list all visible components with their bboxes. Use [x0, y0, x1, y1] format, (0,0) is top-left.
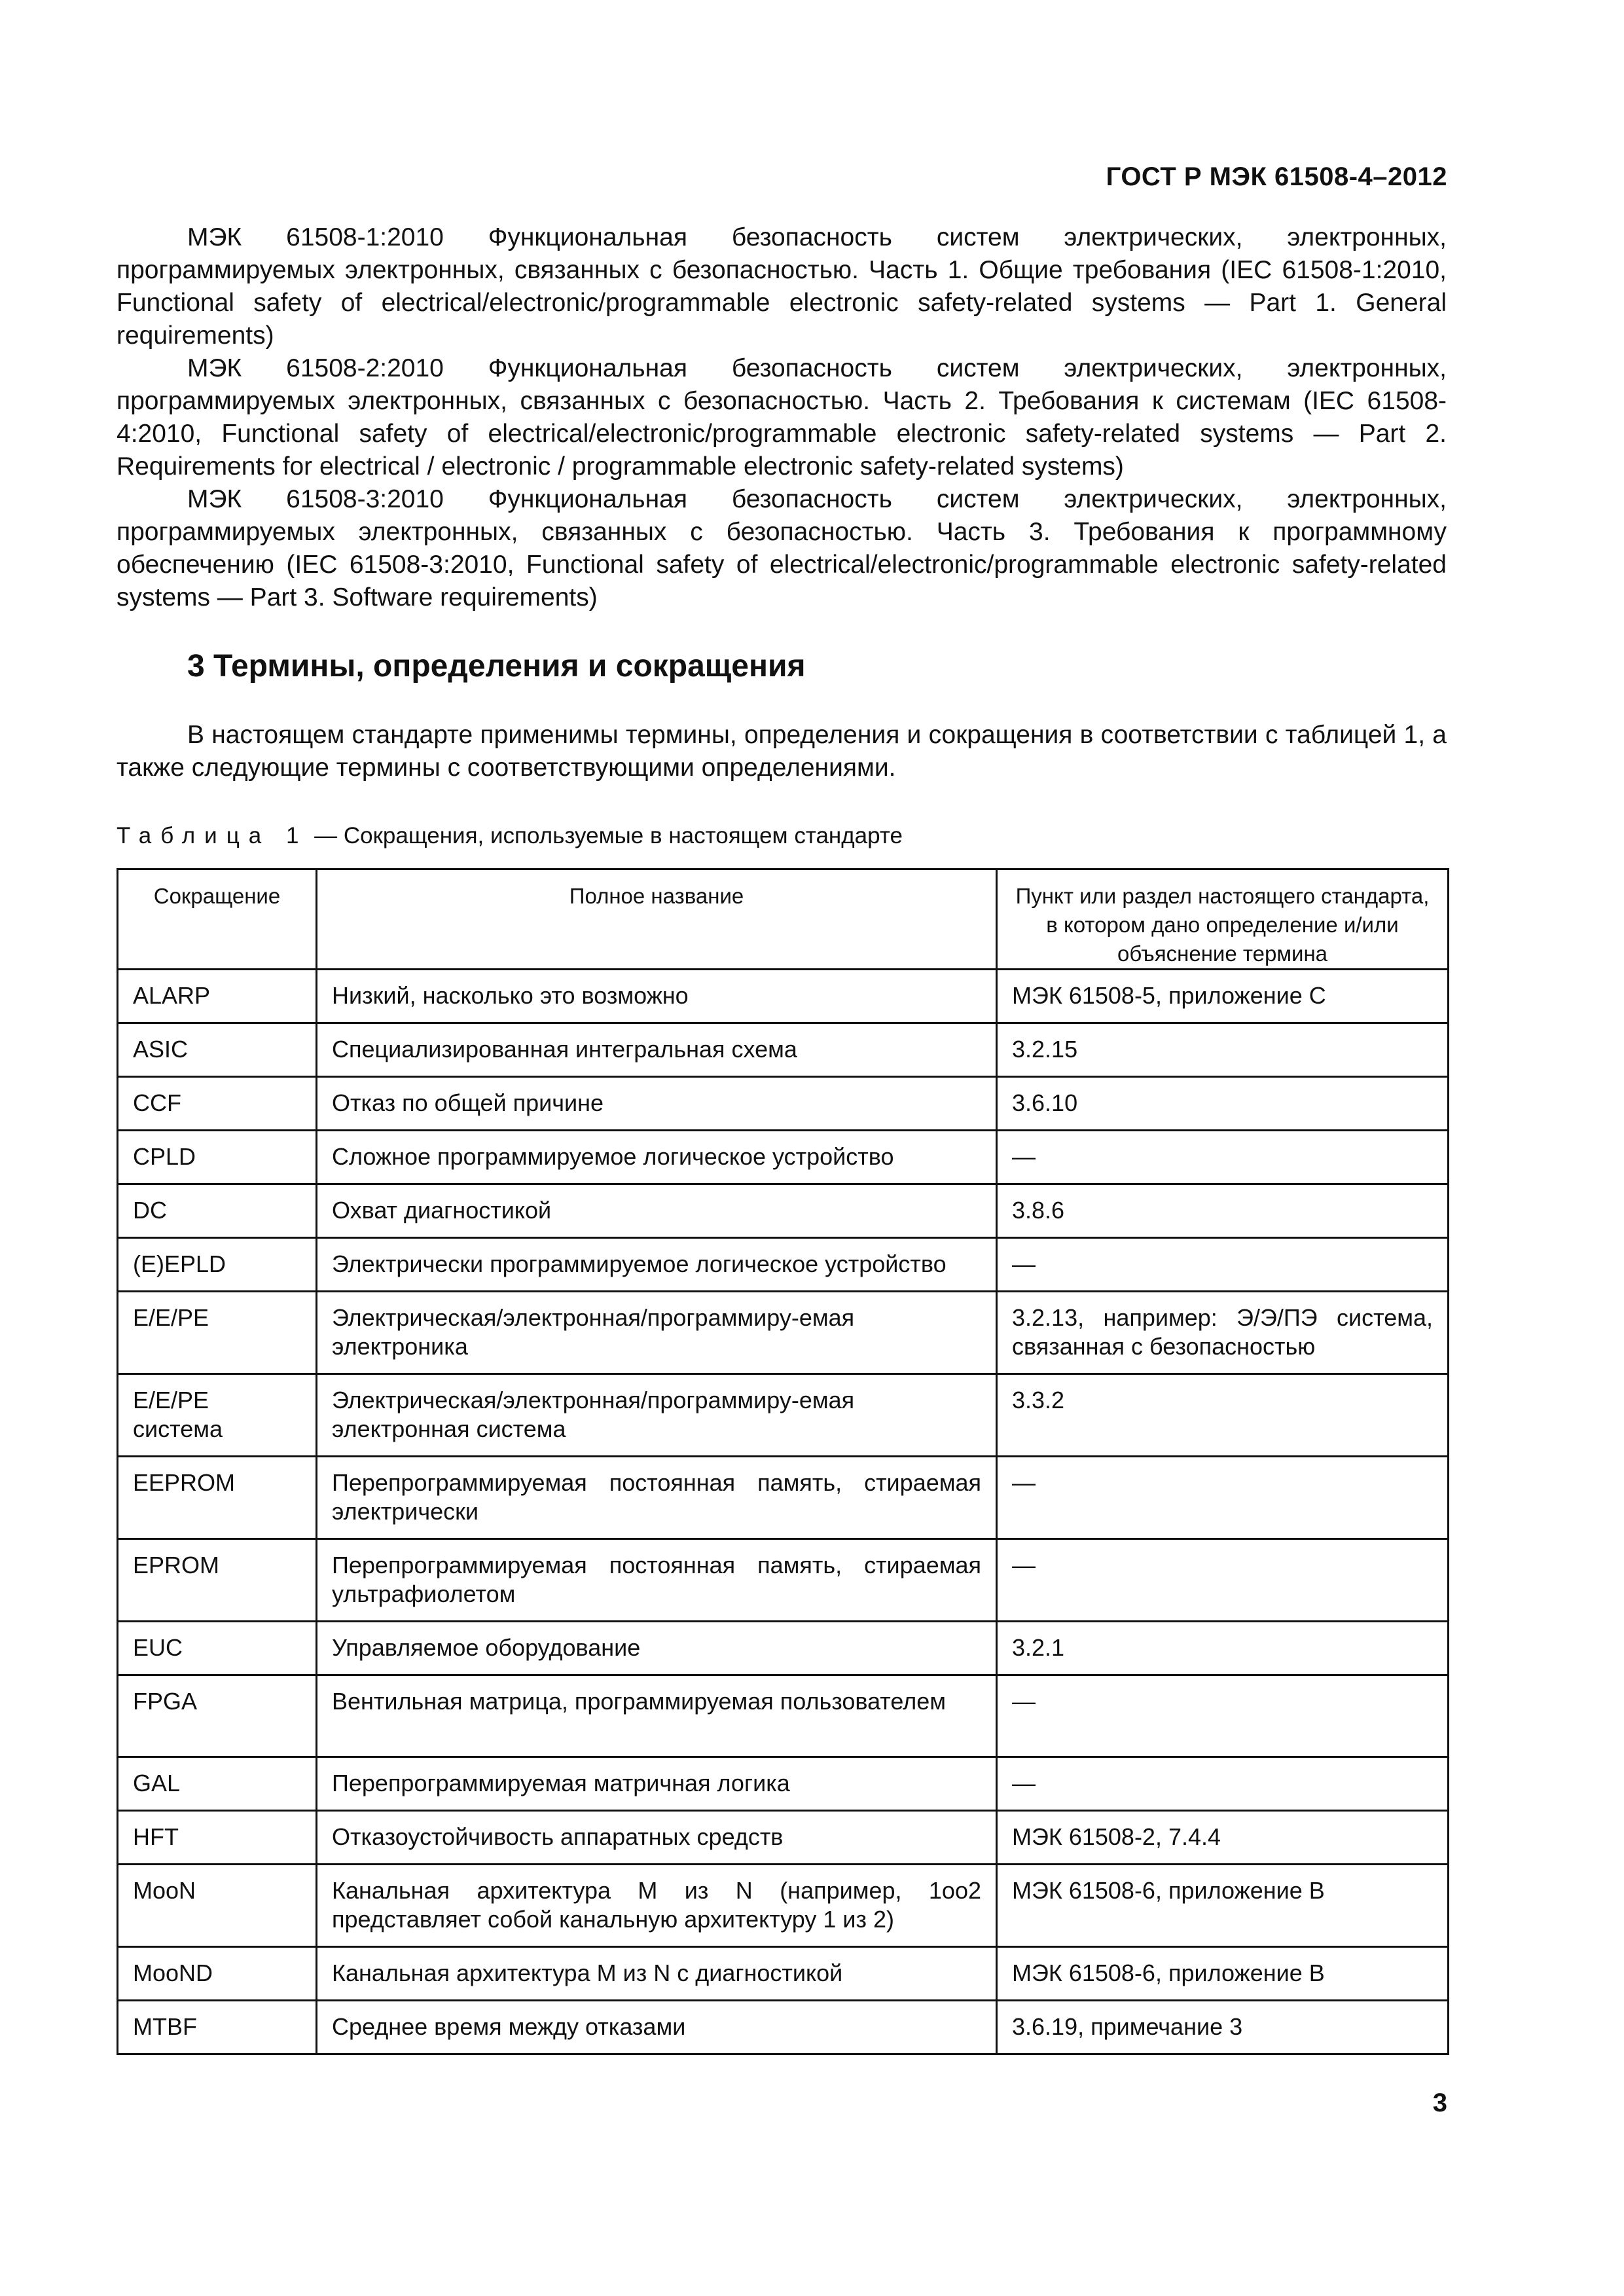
table-header-row: [118, 869, 1449, 970]
cell-reference: МЭК 61508-2, 7.4.4: [997, 1811, 1449, 1865]
cell-reference: 3.2.13, например: Э/Э/ПЭ система, связанная с безопасностью: [997, 1292, 1449, 1374]
cell-reference: —: [997, 1131, 1449, 1184]
table-caption: [117, 823, 903, 849]
cell-full-name: Перепрограммируемая постоянная память, стираемая электрически: [317, 1457, 997, 1539]
cell-reference: —: [997, 1539, 1449, 1622]
cell-abbreviation: CCF: [118, 1077, 317, 1131]
cell-reference: 3.6.10: [997, 1077, 1449, 1131]
table-row: [118, 1292, 1449, 1374]
cell-full-name: Отказ по общей причине: [317, 1077, 997, 1131]
cell-abbreviation: EEPROM: [118, 1457, 317, 1539]
cell-full-name: Перепрограммируемая постоянная память, стираемая ультрафиолетом: [317, 1539, 997, 1622]
cell-reference: МЭК 61508-5, приложение С: [997, 970, 1449, 1023]
cell-full-name: Охват диагностикой: [317, 1184, 997, 1238]
cell-reference: —: [997, 1675, 1449, 1757]
cell-reference: —: [997, 1238, 1449, 1292]
cell-full-name: Канальная архитектура М из N с диагностикой: [317, 1947, 997, 2001]
cell-abbreviation: MooN: [118, 1865, 317, 1947]
cell-full-name: Сложное программируемое логическое устройство: [317, 1131, 997, 1184]
cell-abbreviation: FPGA: [118, 1675, 317, 1757]
reference-item: МЭК 61508-1:2010 Функциональная безопасность систем электрических, электронных, программируемых электронных, связанных с безопасностью. Часть 1. Общие требования (IEC 61508-1:2010, Functional safety of electrical/electronic/programmable electronic safety-related systems — Part 1. General requirements): [117, 223, 1447, 350]
cell-full-name: Перепрограммируемая матричная логика: [317, 1757, 997, 1811]
normative-references: [117, 221, 1447, 614]
cell-reference: МЭК 61508-6, приложение В: [997, 1947, 1449, 2001]
table-row: [118, 1757, 1449, 1811]
table-caption-label: Таблица 1: [117, 823, 308, 848]
cell-reference: 3.6.19, примечание 3: [997, 2001, 1449, 2054]
cell-full-name: Среднее время между отказами: [317, 2001, 997, 2054]
cell-reference: —: [997, 1757, 1449, 1811]
column-header-abbreviation: Сокращение: [118, 869, 317, 970]
reference-item: МЭК 61508-2:2010 Функциональная безопасность систем электрических, электронных, программируемых электронных, связанных с безопасностью. Часть 2. Требования к системам (IEC 61508-4:2010, Functional safety of electrical/electronic/programmable electronic safety-related systems — Part 2. Requirements for electrical / electronic / programmable electronic safety-related systems): [117, 354, 1447, 481]
table-row: [118, 1865, 1449, 1947]
cell-full-name: Специализированная интегральная схема: [317, 1023, 997, 1077]
table-row: [118, 1947, 1449, 2001]
table-row: [118, 1811, 1449, 1865]
document-header: ГОСТ Р МЭК 61508-4–2012: [1106, 162, 1447, 191]
cell-abbreviation: DC: [118, 1184, 317, 1238]
cell-abbreviation: (E)EPLD: [118, 1238, 317, 1292]
cell-abbreviation: E/E/PE: [118, 1292, 317, 1374]
cell-reference: 3.8.6: [997, 1184, 1449, 1238]
column-header-reference: Пункт или раздел настоящего стандарта, в котором дано определение и/или объяснение термина: [997, 869, 1449, 970]
table-row: [118, 1539, 1449, 1622]
page-number: 3: [1432, 2088, 1447, 2117]
table-row: [118, 1184, 1449, 1238]
cell-abbreviation: E/E/PE система: [118, 1374, 317, 1457]
cell-abbreviation: MooND: [118, 1947, 317, 2001]
column-header-full-name: Полное название: [317, 869, 997, 970]
table-caption-text: — Сокращения, используемые в настоящем стандарте: [308, 823, 903, 848]
table-row: [118, 1675, 1449, 1757]
cell-abbreviation: EPROM: [118, 1539, 317, 1622]
cell-full-name: Управляемое оборудование: [317, 1622, 997, 1675]
cell-abbreviation: EUC: [118, 1622, 317, 1675]
table-row: [118, 1077, 1449, 1131]
table-row: [118, 1238, 1449, 1292]
section-intro: В настоящем стандарте применимы термины, определения и сокращения в соответствии с таблицей 1, а также следующие термины с соответствующими определениями.: [117, 721, 1447, 782]
table-row: [118, 2001, 1449, 2054]
section-title: 3 Термины, определения и сокращения: [187, 649, 806, 683]
table-row: [118, 1023, 1449, 1077]
cell-full-name: Вентильная матрица, программируемая пользователем: [317, 1675, 997, 1757]
abbreviations-table: [117, 868, 1449, 2055]
table-row: [118, 1622, 1449, 1675]
table-row: [118, 1457, 1449, 1539]
cell-reference: —: [997, 1457, 1449, 1539]
cell-reference: 3.3.2: [997, 1374, 1449, 1457]
cell-reference: МЭК 61508-6, приложение В: [997, 1865, 1449, 1947]
cell-abbreviation: MTBF: [118, 2001, 317, 2054]
cell-abbreviation: ALARP: [118, 970, 317, 1023]
cell-abbreviation: ASIC: [118, 1023, 317, 1077]
table-row: [118, 1374, 1449, 1457]
table-row: [118, 1131, 1449, 1184]
cell-abbreviation: HFT: [118, 1811, 317, 1865]
cell-full-name: Электрическая/электронная/программиру-емая электроника: [317, 1292, 997, 1374]
table-row: [118, 970, 1449, 1023]
cell-full-name: Электрическая/электронная/программиру-емая электронная система: [317, 1374, 997, 1457]
cell-full-name: Электрически программируемое логическое устройство: [317, 1238, 997, 1292]
cell-reference: 3.2.15: [997, 1023, 1449, 1077]
cell-full-name: Канальная архитектура М из N (например, 1oo2 представляет собой канальную архитектуру 1 из 2): [317, 1865, 997, 1947]
cell-abbreviation: GAL: [118, 1757, 317, 1811]
cell-abbreviation: CPLD: [118, 1131, 317, 1184]
cell-full-name: Низкий, насколько это возможно: [317, 970, 997, 1023]
reference-item: МЭК 61508-3:2010 Функциональная безопасность систем электрических, электронных, программируемых электронных, связанных с безопасностью. Часть 3. Требования к программному обеспечению (IEC 61508-3:2010, Functional safety of electrical/electronic/programmable electronic safety-related systems — Part 3. Software requirements): [117, 485, 1447, 611]
cell-reference: 3.2.1: [997, 1622, 1449, 1675]
cell-full-name: Отказоустойчивость аппаратных средств: [317, 1811, 997, 1865]
